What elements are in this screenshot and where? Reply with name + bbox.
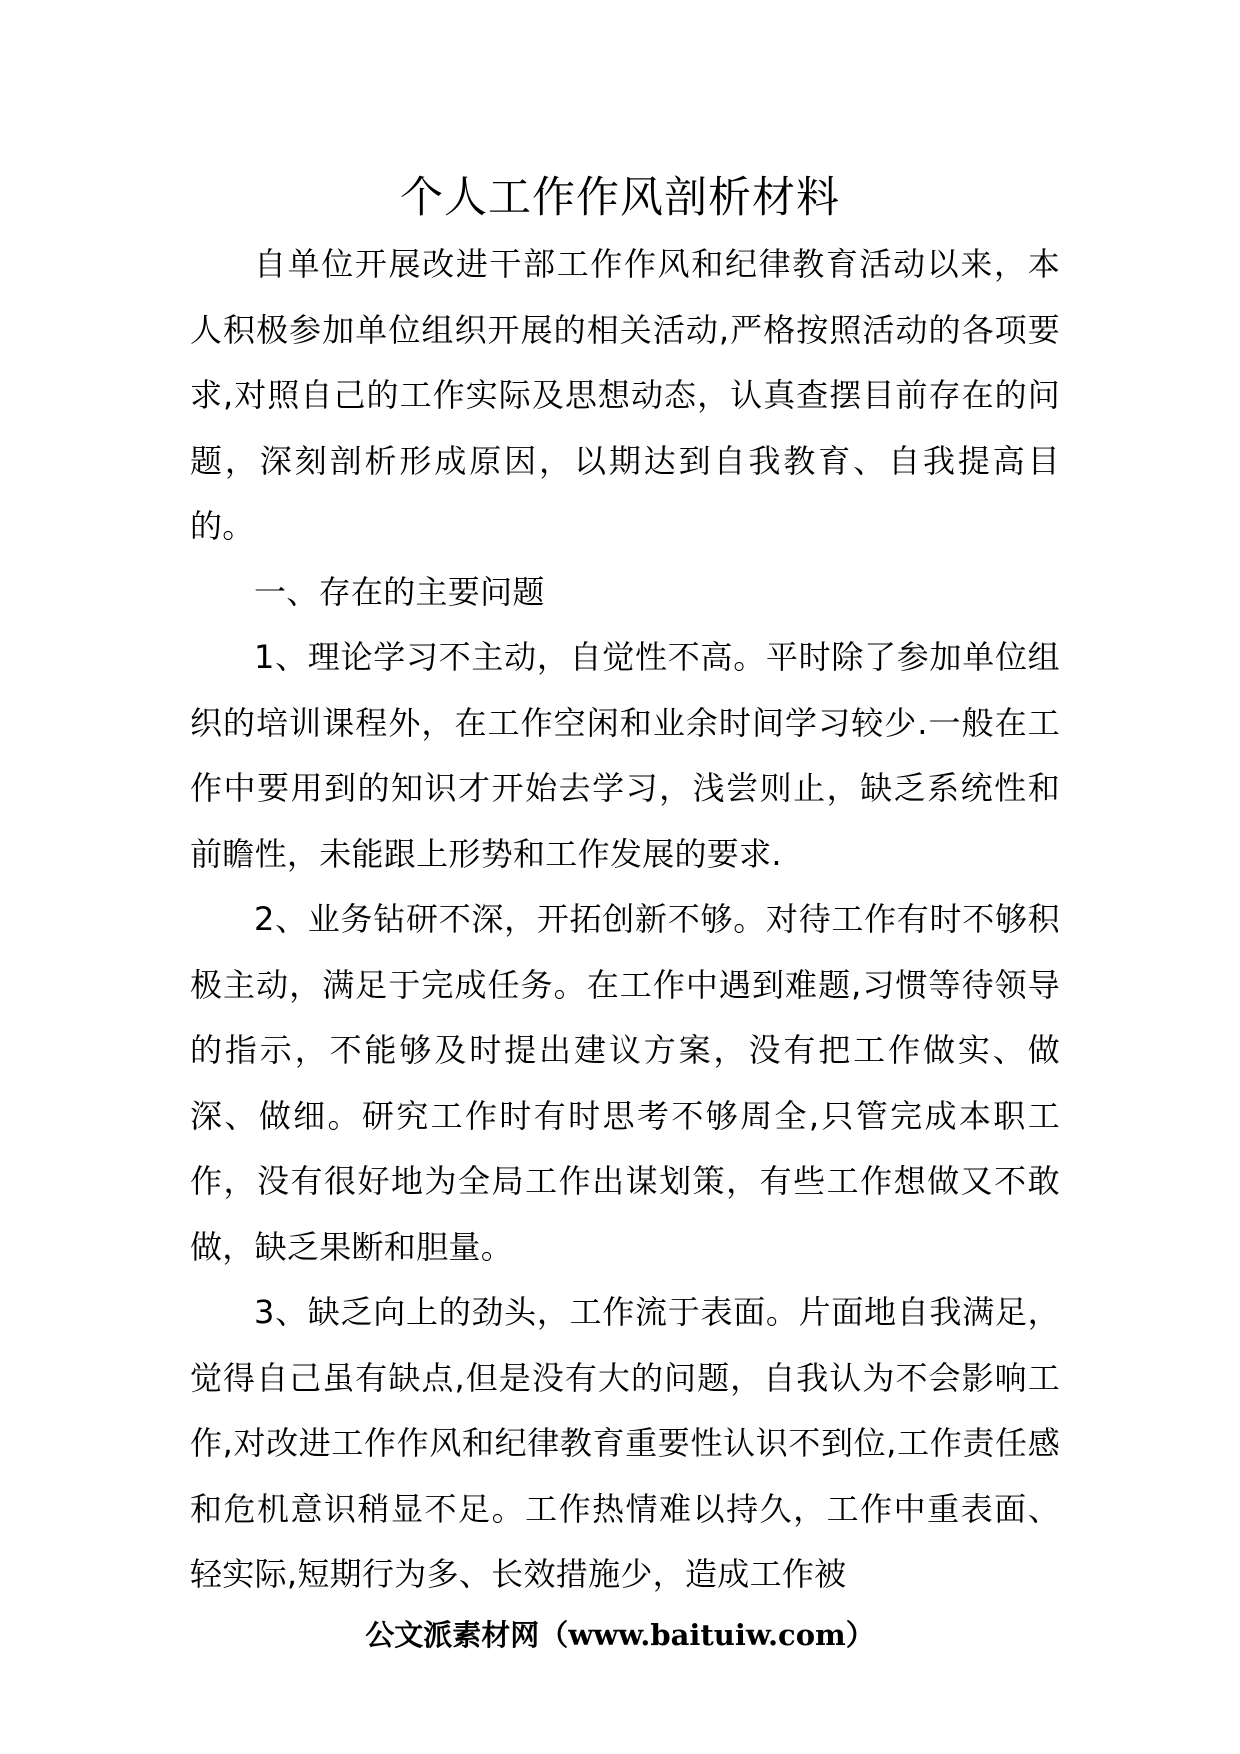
intro-paragraph: 自单位开展改进干部工作作风和纪律教育活动以来，本人积极参加单位组织开展的相关活动,严格按照活动的各项要求,对照自己的工作实际及思想动态，认真查摆目前存在的问题，深刻剖析形成原因，以期达到自我教育、自我提高目的。: [190, 245, 1060, 545]
problem-paragraph-3: 3、缺乏向上的劲头，工作流于表面。片面地自我满足，觉得自己虽有缺点,但是没有大的问题，自我认为不会影响工作,对改进工作作风和纪律教育重要性认识不到位,工作责任感和危机意识稍显不足。工作热情难以持久，工作中重表面、轻实际,短期行为多、长效措施少，造成工作被: [190, 1293, 1060, 1593]
document-title: 个人工作作风剖析材料: [400, 173, 840, 223]
problem-paragraph-1: 1、理论学习不主动，自觉性不高。平时除了参加单位组织的培训课程外，在工作空闲和业余时间学习较少.一般在工作中要用到的知识才开始去学习，浅尝则止，缺乏系统性和前瞻性，未能跟上形势和工作发展的要求.: [190, 638, 1060, 873]
footer-watermark: 公文派素材网（www.baituiw.com）: [365, 1618, 875, 1652]
document-body: [190, 232, 1060, 1608]
problem-paragraph-2: 2、业务钻研不深，开拓创新不够。对待工作有时不够积极主动，满足于完成任务。在工作中遇到难题,习惯等待领导的指示，不能够及时提出建议方案，没有把工作做实、做深、做细。研究工作时有时思考不够周全,只管完成本职工作，没有很好地为全局工作出谋划策，有些工作想做又不敢做，缺乏果断和胆量。: [190, 900, 1060, 1266]
section-heading: 一、存在的主要问题: [254, 572, 545, 611]
